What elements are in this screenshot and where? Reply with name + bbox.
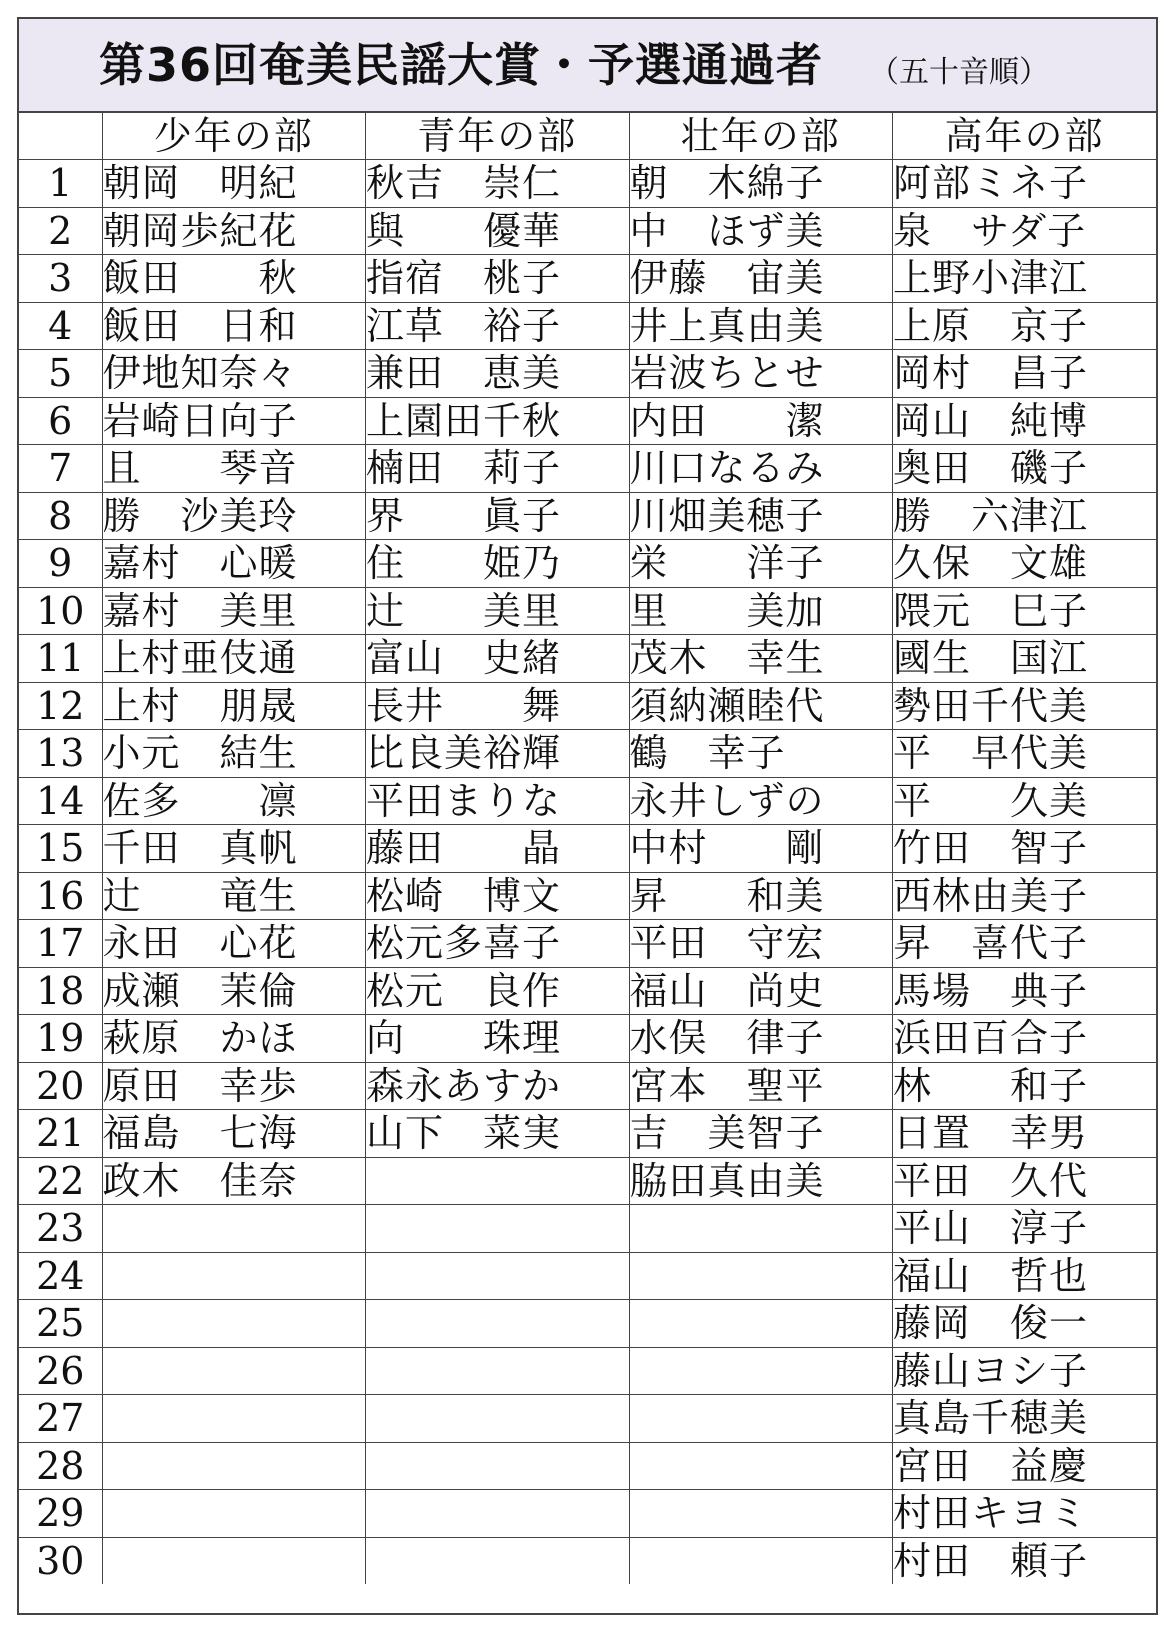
column-header-middle-age: 壮年の部 — [629, 113, 893, 160]
young-adult-name: 秋吉 崇仁 — [366, 160, 630, 208]
row-number: 15 — [19, 825, 102, 873]
column-header-youth: 少年の部 — [102, 113, 366, 160]
youth-name — [102, 1205, 366, 1253]
youth-name: 朝岡 明紀 — [102, 160, 366, 208]
middle-age-name: 伊藤 宙美 — [629, 255, 893, 303]
middle-age-name: 中村 剛 — [629, 825, 893, 873]
senior-name: 平 久美 — [893, 777, 1157, 825]
young-adult-name: 界 眞子 — [366, 492, 630, 540]
middle-age-name: 川畑美穂子 — [629, 492, 893, 540]
row-number: 17 — [19, 920, 102, 968]
table-row — [19, 1490, 1156, 1538]
senior-name: 奥田 磯子 — [893, 445, 1157, 493]
youth-name: 辻 竜生 — [102, 872, 366, 920]
young-adult-name: 富山 史緒 — [366, 635, 630, 683]
young-adult-name: 松崎 博文 — [366, 872, 630, 920]
middle-age-name: 昇 和美 — [629, 872, 893, 920]
middle-age-name: 脇田真由美 — [629, 1157, 893, 1205]
youth-name: 小元 結生 — [102, 730, 366, 778]
middle-age-name: 岩波ちとせ — [629, 350, 893, 398]
senior-name: 隈元 巳子 — [893, 587, 1157, 635]
youth-name: 嘉村 美里 — [102, 587, 366, 635]
column-header-senior: 高年の部 — [893, 113, 1157, 160]
youth-name: 成瀬 茉倫 — [102, 967, 366, 1015]
youth-name: 伊地知奈々 — [102, 350, 366, 398]
middle-age-name: 中 ほず美 — [629, 207, 893, 255]
middle-age-name: 永井しずの — [629, 777, 893, 825]
middle-age-name — [629, 1300, 893, 1348]
youth-name: 勝 沙美玲 — [102, 492, 366, 540]
table-row — [19, 397, 1156, 445]
young-adult-name: 江草 裕子 — [366, 302, 630, 350]
senior-name: 岡村 昌子 — [893, 350, 1157, 398]
senior-name: 林 和子 — [893, 1062, 1157, 1110]
table-row — [19, 1442, 1156, 1490]
senior-name: 真島千穂美 — [893, 1395, 1157, 1443]
table-row — [19, 1347, 1156, 1395]
senior-name: 岡山 純博 — [893, 397, 1157, 445]
youth-name: 朝岡歩紀花 — [102, 207, 366, 255]
table-row — [19, 445, 1156, 493]
row-number: 6 — [19, 397, 102, 445]
youth-name — [102, 1252, 366, 1300]
table-row — [19, 207, 1156, 255]
row-number: 10 — [19, 587, 102, 635]
qualifier-table — [19, 113, 1156, 1584]
young-adult-name — [366, 1442, 630, 1490]
table-header-row — [19, 113, 1156, 160]
table-row — [19, 587, 1156, 635]
table-row — [19, 872, 1156, 920]
young-adult-name: 指宿 桃子 — [366, 255, 630, 303]
middle-age-name: 須納瀬睦代 — [629, 682, 893, 730]
young-adult-name — [366, 1347, 630, 1395]
youth-name: 上村 朋晟 — [102, 682, 366, 730]
young-adult-name: 平田まりな — [366, 777, 630, 825]
row-number: 4 — [19, 302, 102, 350]
middle-age-name: 川口なるみ — [629, 445, 893, 493]
row-number: 16 — [19, 872, 102, 920]
senior-name: 上野小津江 — [893, 255, 1157, 303]
roster-sheet — [17, 17, 1158, 1615]
senior-name: 上原 京子 — [893, 302, 1157, 350]
youth-name — [102, 1347, 366, 1395]
young-adult-name — [366, 1537, 630, 1584]
table-row — [19, 1110, 1156, 1158]
middle-age-name: 吉 美智子 — [629, 1110, 893, 1158]
table-row — [19, 1252, 1156, 1300]
row-number: 8 — [19, 492, 102, 540]
young-adult-name: 比良美裕輝 — [366, 730, 630, 778]
young-adult-name: 兼田 恵美 — [366, 350, 630, 398]
middle-age-name: 朝 木綿子 — [629, 160, 893, 208]
table-row — [19, 492, 1156, 540]
row-number: 9 — [19, 540, 102, 588]
middle-age-name — [629, 1442, 893, 1490]
table-row — [19, 1395, 1156, 1443]
table-row — [19, 920, 1156, 968]
table-row — [19, 682, 1156, 730]
young-adult-name: 長井 舞 — [366, 682, 630, 730]
page-subtitle: （五十音順） — [869, 55, 1049, 90]
column-header-number — [19, 113, 102, 160]
youth-name: 飯田 秋 — [102, 255, 366, 303]
young-adult-name — [366, 1252, 630, 1300]
youth-name: 永田 心花 — [102, 920, 366, 968]
table-row — [19, 730, 1156, 778]
youth-name: 飯田 日和 — [102, 302, 366, 350]
senior-name: 日置 幸男 — [893, 1110, 1157, 1158]
row-number: 23 — [19, 1205, 102, 1253]
table-row — [19, 777, 1156, 825]
table-row — [19, 825, 1156, 873]
row-number: 14 — [19, 777, 102, 825]
youth-name: 佐多 凛 — [102, 777, 366, 825]
row-number: 22 — [19, 1157, 102, 1205]
young-adult-name — [366, 1205, 630, 1253]
row-number: 11 — [19, 635, 102, 683]
row-number: 28 — [19, 1442, 102, 1490]
senior-name: 平田 久代 — [893, 1157, 1157, 1205]
young-adult-name: 向 珠理 — [366, 1015, 630, 1063]
middle-age-name: 内田 潔 — [629, 397, 893, 445]
senior-name: 浜田百合子 — [893, 1015, 1157, 1063]
row-number: 18 — [19, 967, 102, 1015]
middle-age-name — [629, 1205, 893, 1253]
row-number: 13 — [19, 730, 102, 778]
table-row — [19, 1062, 1156, 1110]
row-number: 7 — [19, 445, 102, 493]
senior-name: 平 早代美 — [893, 730, 1157, 778]
row-number: 20 — [19, 1062, 102, 1110]
young-adult-name: 山下 菜実 — [366, 1110, 630, 1158]
row-number: 2 — [19, 207, 102, 255]
row-number: 24 — [19, 1252, 102, 1300]
youth-name: 萩原 かほ — [102, 1015, 366, 1063]
middle-age-name — [629, 1490, 893, 1538]
senior-name: 藤山ヨシ子 — [893, 1347, 1157, 1395]
table-row — [19, 540, 1156, 588]
senior-name: 久保 文雄 — [893, 540, 1157, 588]
table-row — [19, 1537, 1156, 1584]
column-header-young-adult: 青年の部 — [366, 113, 630, 160]
young-adult-name: 森永あすか — [366, 1062, 630, 1110]
row-number: 19 — [19, 1015, 102, 1063]
table-row — [19, 302, 1156, 350]
youth-name — [102, 1442, 366, 1490]
young-adult-name — [366, 1300, 630, 1348]
youth-name: 上村亜伎通 — [102, 635, 366, 683]
row-number: 5 — [19, 350, 102, 398]
senior-name: 藤岡 俊一 — [893, 1300, 1157, 1348]
youth-name: 政木 佳奈 — [102, 1157, 366, 1205]
row-number: 1 — [19, 160, 102, 208]
senior-name: 勢田千代美 — [893, 682, 1157, 730]
young-adult-name: 辻 美里 — [366, 587, 630, 635]
senior-name: 村田キヨミ — [893, 1490, 1157, 1538]
youth-name: 且 琴音 — [102, 445, 366, 493]
youth-name: 千田 真帆 — [102, 825, 366, 873]
table-row — [19, 255, 1156, 303]
row-number: 27 — [19, 1395, 102, 1443]
youth-name — [102, 1490, 366, 1538]
middle-age-name: 平田 守宏 — [629, 920, 893, 968]
row-number: 26 — [19, 1347, 102, 1395]
senior-name: 村田 頼子 — [893, 1538, 1089, 1583]
young-adult-name — [366, 1490, 630, 1538]
middle-age-name: 水俣 律子 — [629, 1015, 893, 1063]
row-number: 29 — [19, 1490, 102, 1538]
youth-name: 岩崎日向子 — [102, 397, 366, 445]
young-adult-name: 楠田 莉子 — [366, 445, 630, 493]
youth-name — [102, 1300, 366, 1348]
young-adult-name — [366, 1157, 630, 1205]
row-number: 30 — [19, 1537, 102, 1584]
young-adult-name: 上園田千秋 — [366, 397, 630, 445]
row-number: 25 — [19, 1300, 102, 1348]
middle-age-name: 宮本 聖平 — [629, 1062, 893, 1110]
young-adult-name: 松元多喜子 — [366, 920, 630, 968]
middle-age-name — [629, 1347, 893, 1395]
young-adult-name: 松元 良作 — [366, 967, 630, 1015]
senior-name: 昇 喜代子 — [893, 920, 1157, 968]
table-row — [19, 967, 1156, 1015]
youth-name: 原田 幸歩 — [102, 1062, 366, 1110]
title-bar — [19, 19, 1156, 113]
middle-age-name: 鶴 幸子 — [629, 730, 893, 778]
middle-age-name — [629, 1395, 893, 1443]
senior-name: 泉 サダ子 — [893, 207, 1157, 255]
middle-age-name: 井上真由美 — [629, 302, 893, 350]
middle-age-name: 福山 尚史 — [629, 967, 893, 1015]
row-number: 3 — [19, 255, 102, 303]
table-row — [19, 1015, 1156, 1063]
senior-name: 國生 国江 — [893, 635, 1157, 683]
senior-name: 福山 哲也 — [893, 1252, 1157, 1300]
youth-name: 福島 七海 — [102, 1110, 366, 1158]
senior-name: 西林由美子 — [893, 872, 1157, 920]
table-row — [19, 1205, 1156, 1253]
table-row — [19, 160, 1156, 208]
table-row — [19, 350, 1156, 398]
youth-name — [102, 1537, 366, 1584]
table-row — [19, 635, 1156, 683]
middle-age-name — [629, 1537, 893, 1584]
middle-age-name: 茂木 幸生 — [629, 635, 893, 683]
senior-name: 平山 淳子 — [893, 1205, 1157, 1253]
senior-name: 宮田 益慶 — [893, 1442, 1157, 1490]
senior-name: 竹田 智子 — [893, 825, 1157, 873]
row-number: 12 — [19, 682, 102, 730]
senior-name: 勝 六津江 — [893, 492, 1157, 540]
table-row — [19, 1157, 1156, 1205]
middle-age-name: 栄 洋子 — [629, 540, 893, 588]
young-adult-name: 與 優華 — [366, 207, 630, 255]
table-row — [19, 1300, 1156, 1348]
middle-age-name — [629, 1252, 893, 1300]
row-number: 21 — [19, 1110, 102, 1158]
young-adult-name: 住 姫乃 — [366, 540, 630, 588]
young-adult-name: 藤田 晶 — [366, 825, 630, 873]
senior-name: 阿部ミネ子 — [893, 160, 1157, 208]
middle-age-name: 里 美加 — [629, 587, 893, 635]
senior-name: 馬場 典子 — [893, 967, 1157, 1015]
page-title: 第36回奄美民謡大賞・予選通過者 — [99, 38, 824, 92]
table-body — [19, 160, 1156, 1585]
youth-name — [102, 1395, 366, 1443]
youth-name: 嘉村 心暖 — [102, 540, 366, 588]
young-adult-name — [366, 1395, 630, 1443]
